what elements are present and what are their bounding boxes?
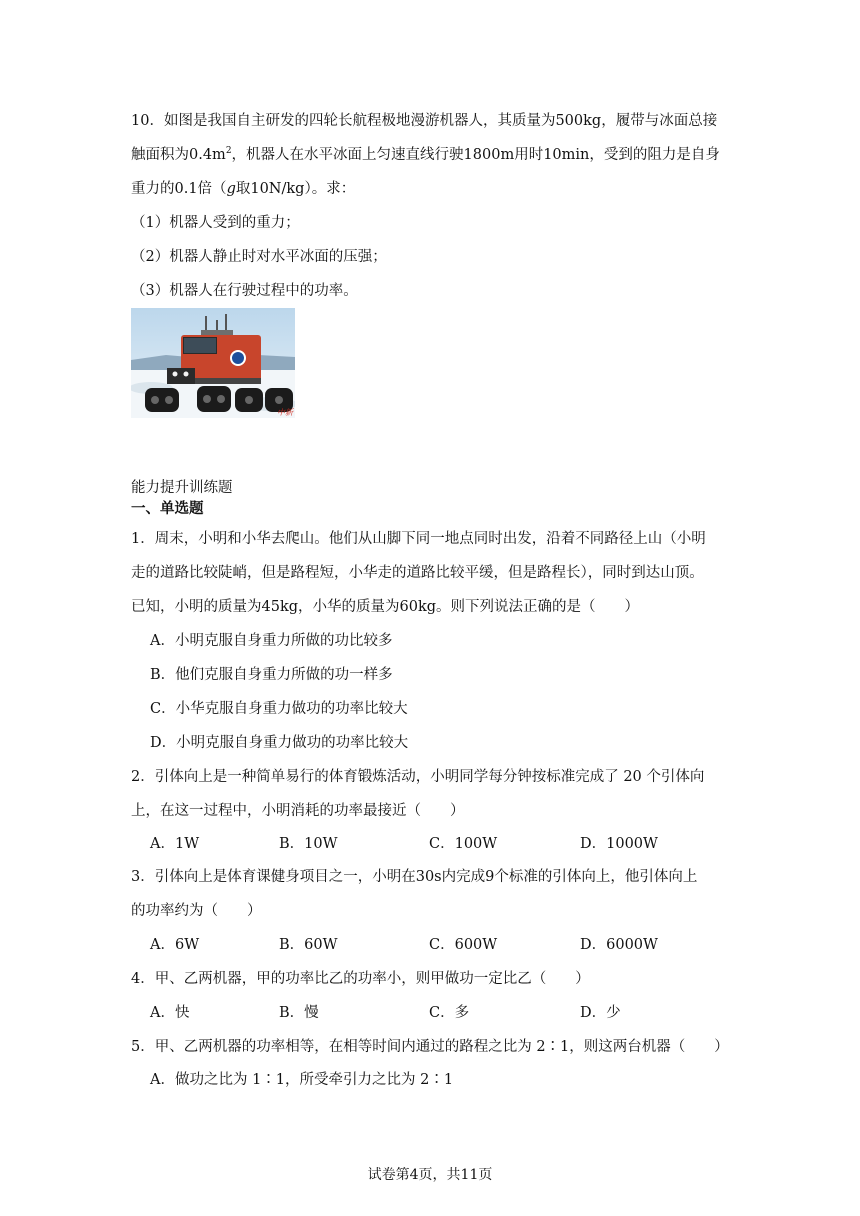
q10-sub-3: （3）机器人在行驶过程中的功率。 <box>131 283 358 299</box>
q1-line-1: 1．周末，小明和小华去爬山。他们从山脚下同一地点同时出发，沿着不同路径上山（小明 <box>131 531 706 547</box>
section-title: 能力提升训练题 <box>131 480 233 496</box>
q3-line-2: 的功率约为（ ） <box>131 903 262 919</box>
q2-option-d: D．1000W <box>580 836 658 852</box>
q4-option-a: A．快 <box>150 1005 190 1021</box>
subsection-title: 一、单选题 <box>131 500 204 517</box>
q1-option-d: D．小明克服自身重力做功的功率比较大 <box>150 735 409 751</box>
watermark: 中新 <box>277 408 293 417</box>
q3-option-a: A．6W <box>150 937 200 953</box>
q10-sub-1: （1）机器人受到的重力； <box>131 215 300 231</box>
q1-option-a: A．小明克服自身重力所做的功比较多 <box>150 633 393 649</box>
q1-option-b: B．他们克服自身重力所做的功一样多 <box>150 667 393 683</box>
q10-sub-2: （2）机器人静止时对水平冰面的压强； <box>131 249 387 265</box>
q1-option-c: C．小华克服自身重力做功的功率比较大 <box>150 701 408 717</box>
q4-line-1: 4．甲、乙两机器，甲的功率比乙的功率小，则甲做功一定比乙（ ） <box>131 971 590 987</box>
q5-line-1: 5．甲、乙两机器的功率相等，在相等时间内通过的路程之比为 2∶1，则这两台机器（ ） <box>131 1039 729 1055</box>
q4-option-c: C．多 <box>429 1005 470 1021</box>
q2-option-b: B．10W <box>279 836 338 852</box>
squared-superscript: 2 <box>225 146 232 157</box>
q2-option-c: C．100W <box>429 836 498 852</box>
q3-option-c: C．600W <box>429 937 498 953</box>
g-symbol: g <box>226 181 236 197</box>
q10-line-1: 10．如图是我国自主研发的四轮长航程极地漫游机器人，其质量为500kg，履带与冰面总接 <box>131 113 718 129</box>
q1-line-2: 走的道路比较陡峭，但是路程短，小华走的道路比较平缓，但是路程长），同时到达山顶。 <box>131 565 704 581</box>
q4-option-b: B．慢 <box>279 1005 319 1021</box>
q10-line-2 <box>131 145 720 165</box>
q10-line-3-start: 重力的0.1倍（ <box>131 181 227 197</box>
q5-option-a: A．做功之比为 1∶1，所受牵引力之比为 2∶1 <box>150 1072 454 1088</box>
q2-line-1: 2．引体向上是一种简单易行的体育锻炼活动，小明同学每分钟按标准完成了 20 个引体向 <box>131 769 705 785</box>
q1-line-3: 已知，小明的质量为45kg，小华的质量为60kg。则下列说法正确的是（ ） <box>131 599 640 615</box>
polar-robot-photo <box>131 308 295 418</box>
q2-option-a: A．1W <box>150 836 200 852</box>
q3-option-b: B．60W <box>279 937 338 953</box>
page-footer: 试卷第4页，共11页 <box>367 1167 493 1183</box>
q10-line-3 <box>131 179 355 199</box>
q2-line-2: 上，在这一过程中，小明消耗的功率最接近（ ） <box>131 803 465 819</box>
q10-line-3-end: 取10N/kg）。求： <box>235 181 356 197</box>
q10-line-2-end: ，机器人在水平冰面上匀速直线行驶1800m用时10min，受到的阻力是自身 <box>231 147 720 163</box>
q4-option-d: D．少 <box>580 1005 621 1021</box>
q3-option-d: D．6000W <box>580 937 658 953</box>
q3-line-1: 3．引体向上是体育课健身项目之一，小明在30s内完成9个标准的引体向上，他引体向上 <box>131 869 698 885</box>
q10-line-2-start: 触面积为0.4m <box>131 147 226 163</box>
